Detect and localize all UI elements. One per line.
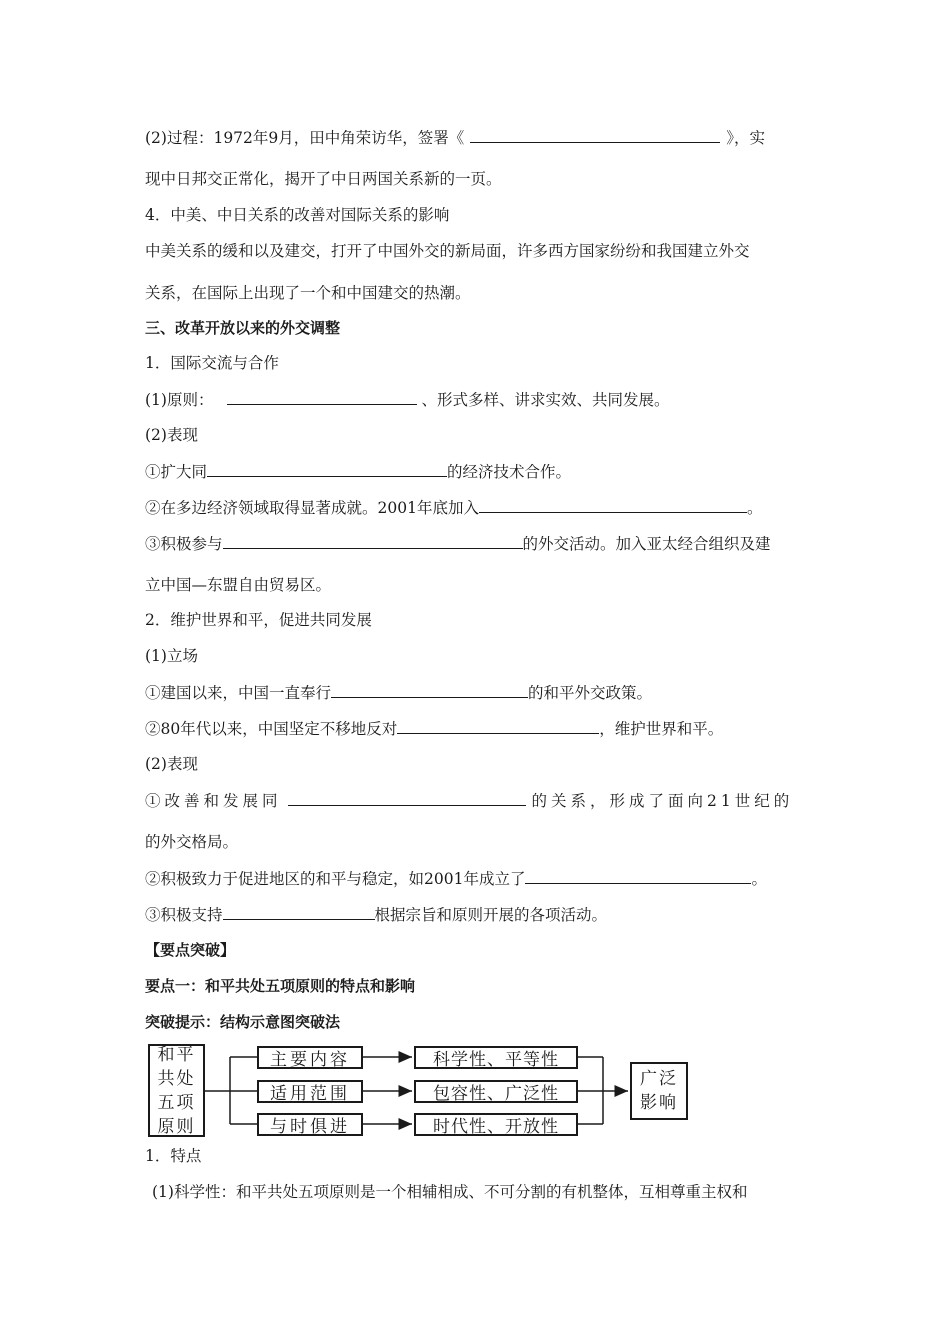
- subheading: 4．中美、中日关系的改善对国际关系的影响: [145, 206, 450, 224]
- item-line: ③积极支持 根据宗旨和原则开展的各项活动。: [145, 903, 607, 926]
- text-line: 中美关系的缓和以及建交，打开了中国外交的新局面，许多西方国家纷纷和我国建立外交: [145, 242, 750, 260]
- item-line: ①改善和发展同 的关系，形成了面向21世纪的: [145, 789, 793, 812]
- item-line: ②80年代以来，中国坚定不移地反对 ，维护世界和平。: [145, 717, 723, 740]
- subheading: 1．国际交流与合作: [145, 354, 279, 372]
- item-line: ①建国以来，中国一直奉行 的和平外交政策。: [145, 681, 652, 704]
- scope-box: 适用范围: [257, 1080, 363, 1103]
- modern-box: 时代性、开放性: [414, 1113, 578, 1136]
- text-line: 关系，在国际上出现了一个和中国建交的热潮。: [145, 284, 471, 302]
- main-content-box: 主要内容: [257, 1046, 363, 1069]
- subheading: (2)表现: [145, 755, 198, 773]
- subheading: 2．维护世界和平，促进共同发展: [145, 611, 372, 629]
- scientific-box: 科学性、平等性: [414, 1046, 578, 1069]
- progress-box: 与时俱进: [257, 1113, 363, 1136]
- text-line: 现中日邦交正常化，揭开了中日两国关系新的一页。: [145, 170, 502, 188]
- subheading: 1．特点: [145, 1147, 202, 1165]
- subheading: (1)立场: [145, 647, 198, 665]
- root-box: 和平 共处 五项 原则: [148, 1044, 205, 1137]
- item-line: ①扩大同 的经济技术合作。: [145, 460, 571, 483]
- process-line: (2)过程：1972年9月，田中角荣访华，签署《 》，实: [145, 126, 765, 149]
- text-line: 立中国—东盟自由贸易区。: [145, 576, 332, 594]
- key-points-heading: 【要点突破】: [145, 941, 236, 959]
- principle-line: (1)原则： 、形式多样、讲求实效、共同发展。: [145, 388, 669, 411]
- point-heading: 要点一：和平共处五项原则的特点和影响: [145, 977, 416, 995]
- text-line: 的外交格局。: [145, 833, 239, 851]
- section-heading: 三、改革开放以来的外交调整: [145, 319, 341, 337]
- inclusive-box: 包容性、广泛性: [414, 1080, 578, 1103]
- item-line: ③积极参与 的外交活动。加入亚太经合组织及建: [145, 532, 771, 555]
- subheading: (2)表现: [145, 426, 198, 444]
- text-line: (1)科学性：和平共处五项原则是一个相辅相成、不可分割的有机整体，互相尊重主权和: [152, 1183, 748, 1201]
- tip-heading: 突破提示：结构示意图突破法: [145, 1013, 341, 1031]
- influence-box: 广泛 影响: [630, 1062, 688, 1120]
- item-line: ②积极致力于促进地区的和平与稳定，如2001年成立了 。: [145, 867, 767, 890]
- item-line: ②在多边经济领域取得显著成就。2001年底加入 。: [145, 496, 762, 519]
